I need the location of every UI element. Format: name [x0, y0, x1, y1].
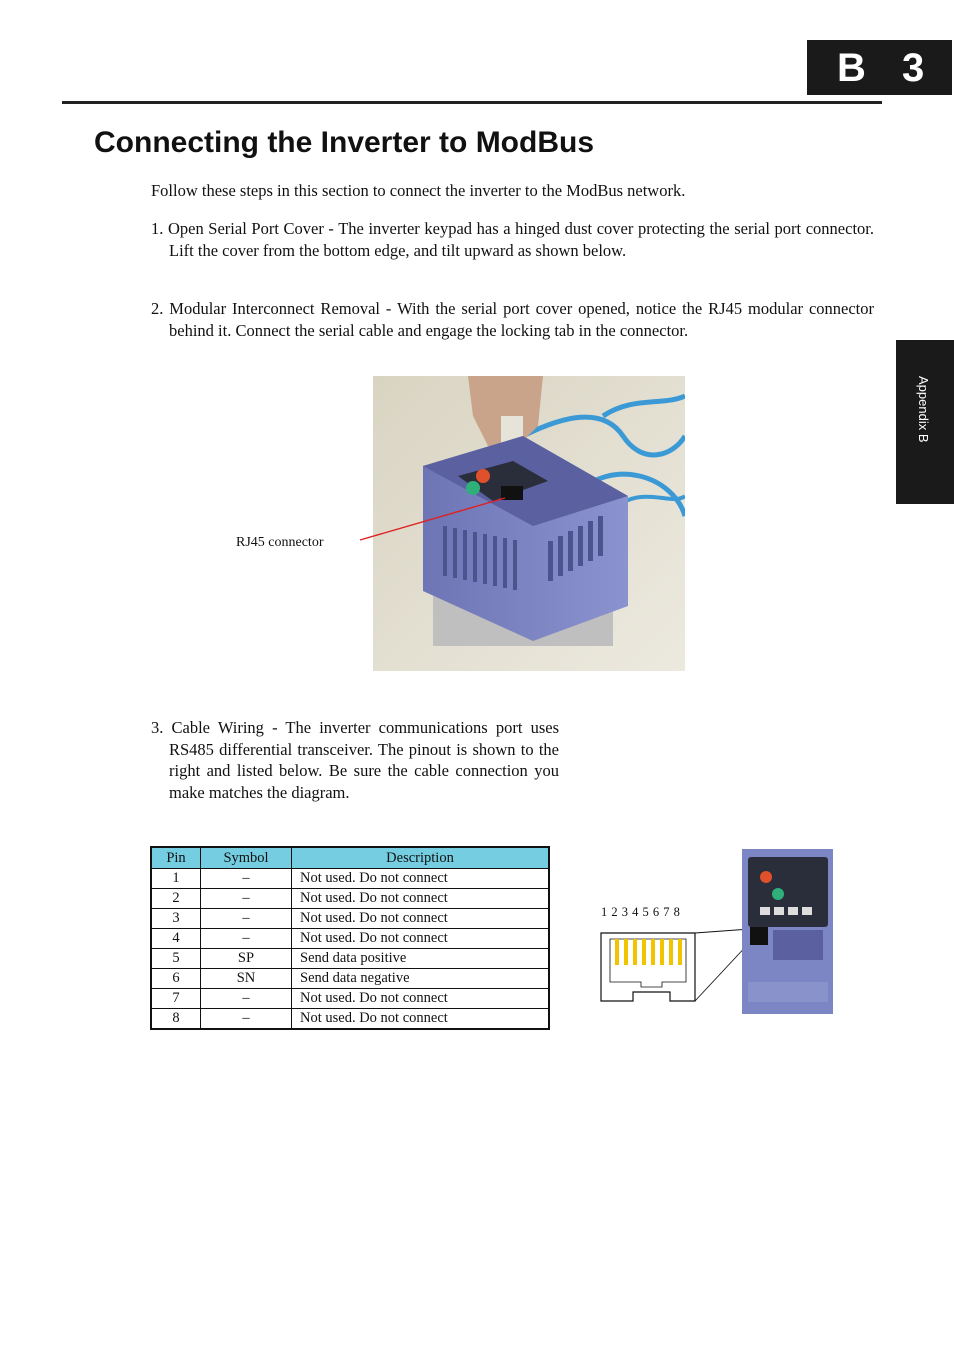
- connector-pin-numbers: 1 2 3 4 5 6 7 8: [601, 905, 681, 919]
- col-header-description: Description: [292, 847, 550, 869]
- table-row: [151, 889, 549, 909]
- step-2: [151, 298, 874, 341]
- description-cell: Not used. Do not connect: [292, 989, 550, 1009]
- table-row: [151, 969, 549, 989]
- chapter-letter: B: [837, 46, 866, 90]
- table-header-row: [151, 847, 549, 869]
- description-cell: Send data negative: [292, 969, 550, 989]
- leader-line-bottom: [695, 942, 750, 1001]
- step-3: [151, 717, 559, 803]
- step-1-text: The inverter keypad has a hinged dust cover protecting the serial port connector. Lift the cover from the bottom edge, and tilt upward as shown below.: [169, 219, 874, 260]
- step-3-text: The inverter communications port uses RS485 differential transceiver. The pinout is shown to the right and listed below. Be sure the cable connection you make matches the diagram.: [169, 718, 559, 802]
- symbol-cell: –: [201, 1009, 292, 1030]
- side-tab: [896, 340, 954, 504]
- page-number: 3: [902, 46, 925, 90]
- symbol-cell: –: [201, 909, 292, 929]
- col-header-pin: Pin: [151, 847, 201, 869]
- col-header-symbol: Symbol: [201, 847, 292, 869]
- pin-cell: 3: [151, 909, 201, 929]
- description-cell: Not used. Do not connect: [292, 889, 550, 909]
- table-row: [151, 949, 549, 969]
- intro-paragraph: Follow these steps in this section to connect the inverter to the ModBus network.: [151, 181, 686, 200]
- table-row: [151, 989, 549, 1009]
- pin-cell: 6: [151, 969, 201, 989]
- pin-cell: 2: [151, 889, 201, 909]
- side-tab-label: Appendix B: [916, 376, 931, 443]
- callout-line: [355, 490, 515, 550]
- description-cell: Send data positive: [292, 949, 550, 969]
- pin-cell: 8: [151, 1009, 201, 1030]
- symbol-cell: SN: [201, 969, 292, 989]
- table-row: [151, 929, 549, 949]
- leader-line-top: [695, 929, 750, 933]
- pin-cell: 4: [151, 929, 201, 949]
- pin-cell: 1: [151, 869, 201, 889]
- step-2-text: With the serial port cover opened, notice the RJ45 modular connector behind it. Connect the serial cable and engage the locking tab in the connector.: [169, 299, 874, 340]
- description-cell: Not used. Do not connect: [292, 909, 550, 929]
- step-1-heading: 1. Open Serial Port Cover -: [151, 219, 334, 238]
- table-row: [151, 909, 549, 929]
- pin-cell: 7: [151, 989, 201, 1009]
- step-2-heading: 2. Modular Interconnect Removal -: [151, 299, 392, 318]
- step-3-heading: 3. Cable Wiring -: [151, 718, 278, 737]
- symbol-cell: –: [201, 929, 292, 949]
- pinout-table: [150, 846, 550, 1030]
- header-rule: [62, 101, 882, 104]
- page-number-tab: [807, 40, 952, 95]
- step-1: [151, 218, 874, 261]
- description-cell: Not used. Do not connect: [292, 869, 550, 889]
- pin-cell: 5: [151, 949, 201, 969]
- inverter-front-image: [742, 849, 833, 1014]
- table-row: [151, 1009, 549, 1030]
- symbol-cell: –: [201, 989, 292, 1009]
- symbol-cell: –: [201, 889, 292, 909]
- photo-caption: RJ45 connector: [236, 535, 324, 550]
- description-cell: Not used. Do not connect: [292, 1009, 550, 1030]
- section-title: Connecting the Inverter to ModBus: [94, 126, 595, 159]
- table-row: [151, 869, 549, 889]
- symbol-cell: –: [201, 869, 292, 889]
- symbol-cell: SP: [201, 949, 292, 969]
- description-cell: Not used. Do not connect: [292, 929, 550, 949]
- rj45-pinout-diagram: [598, 842, 838, 1017]
